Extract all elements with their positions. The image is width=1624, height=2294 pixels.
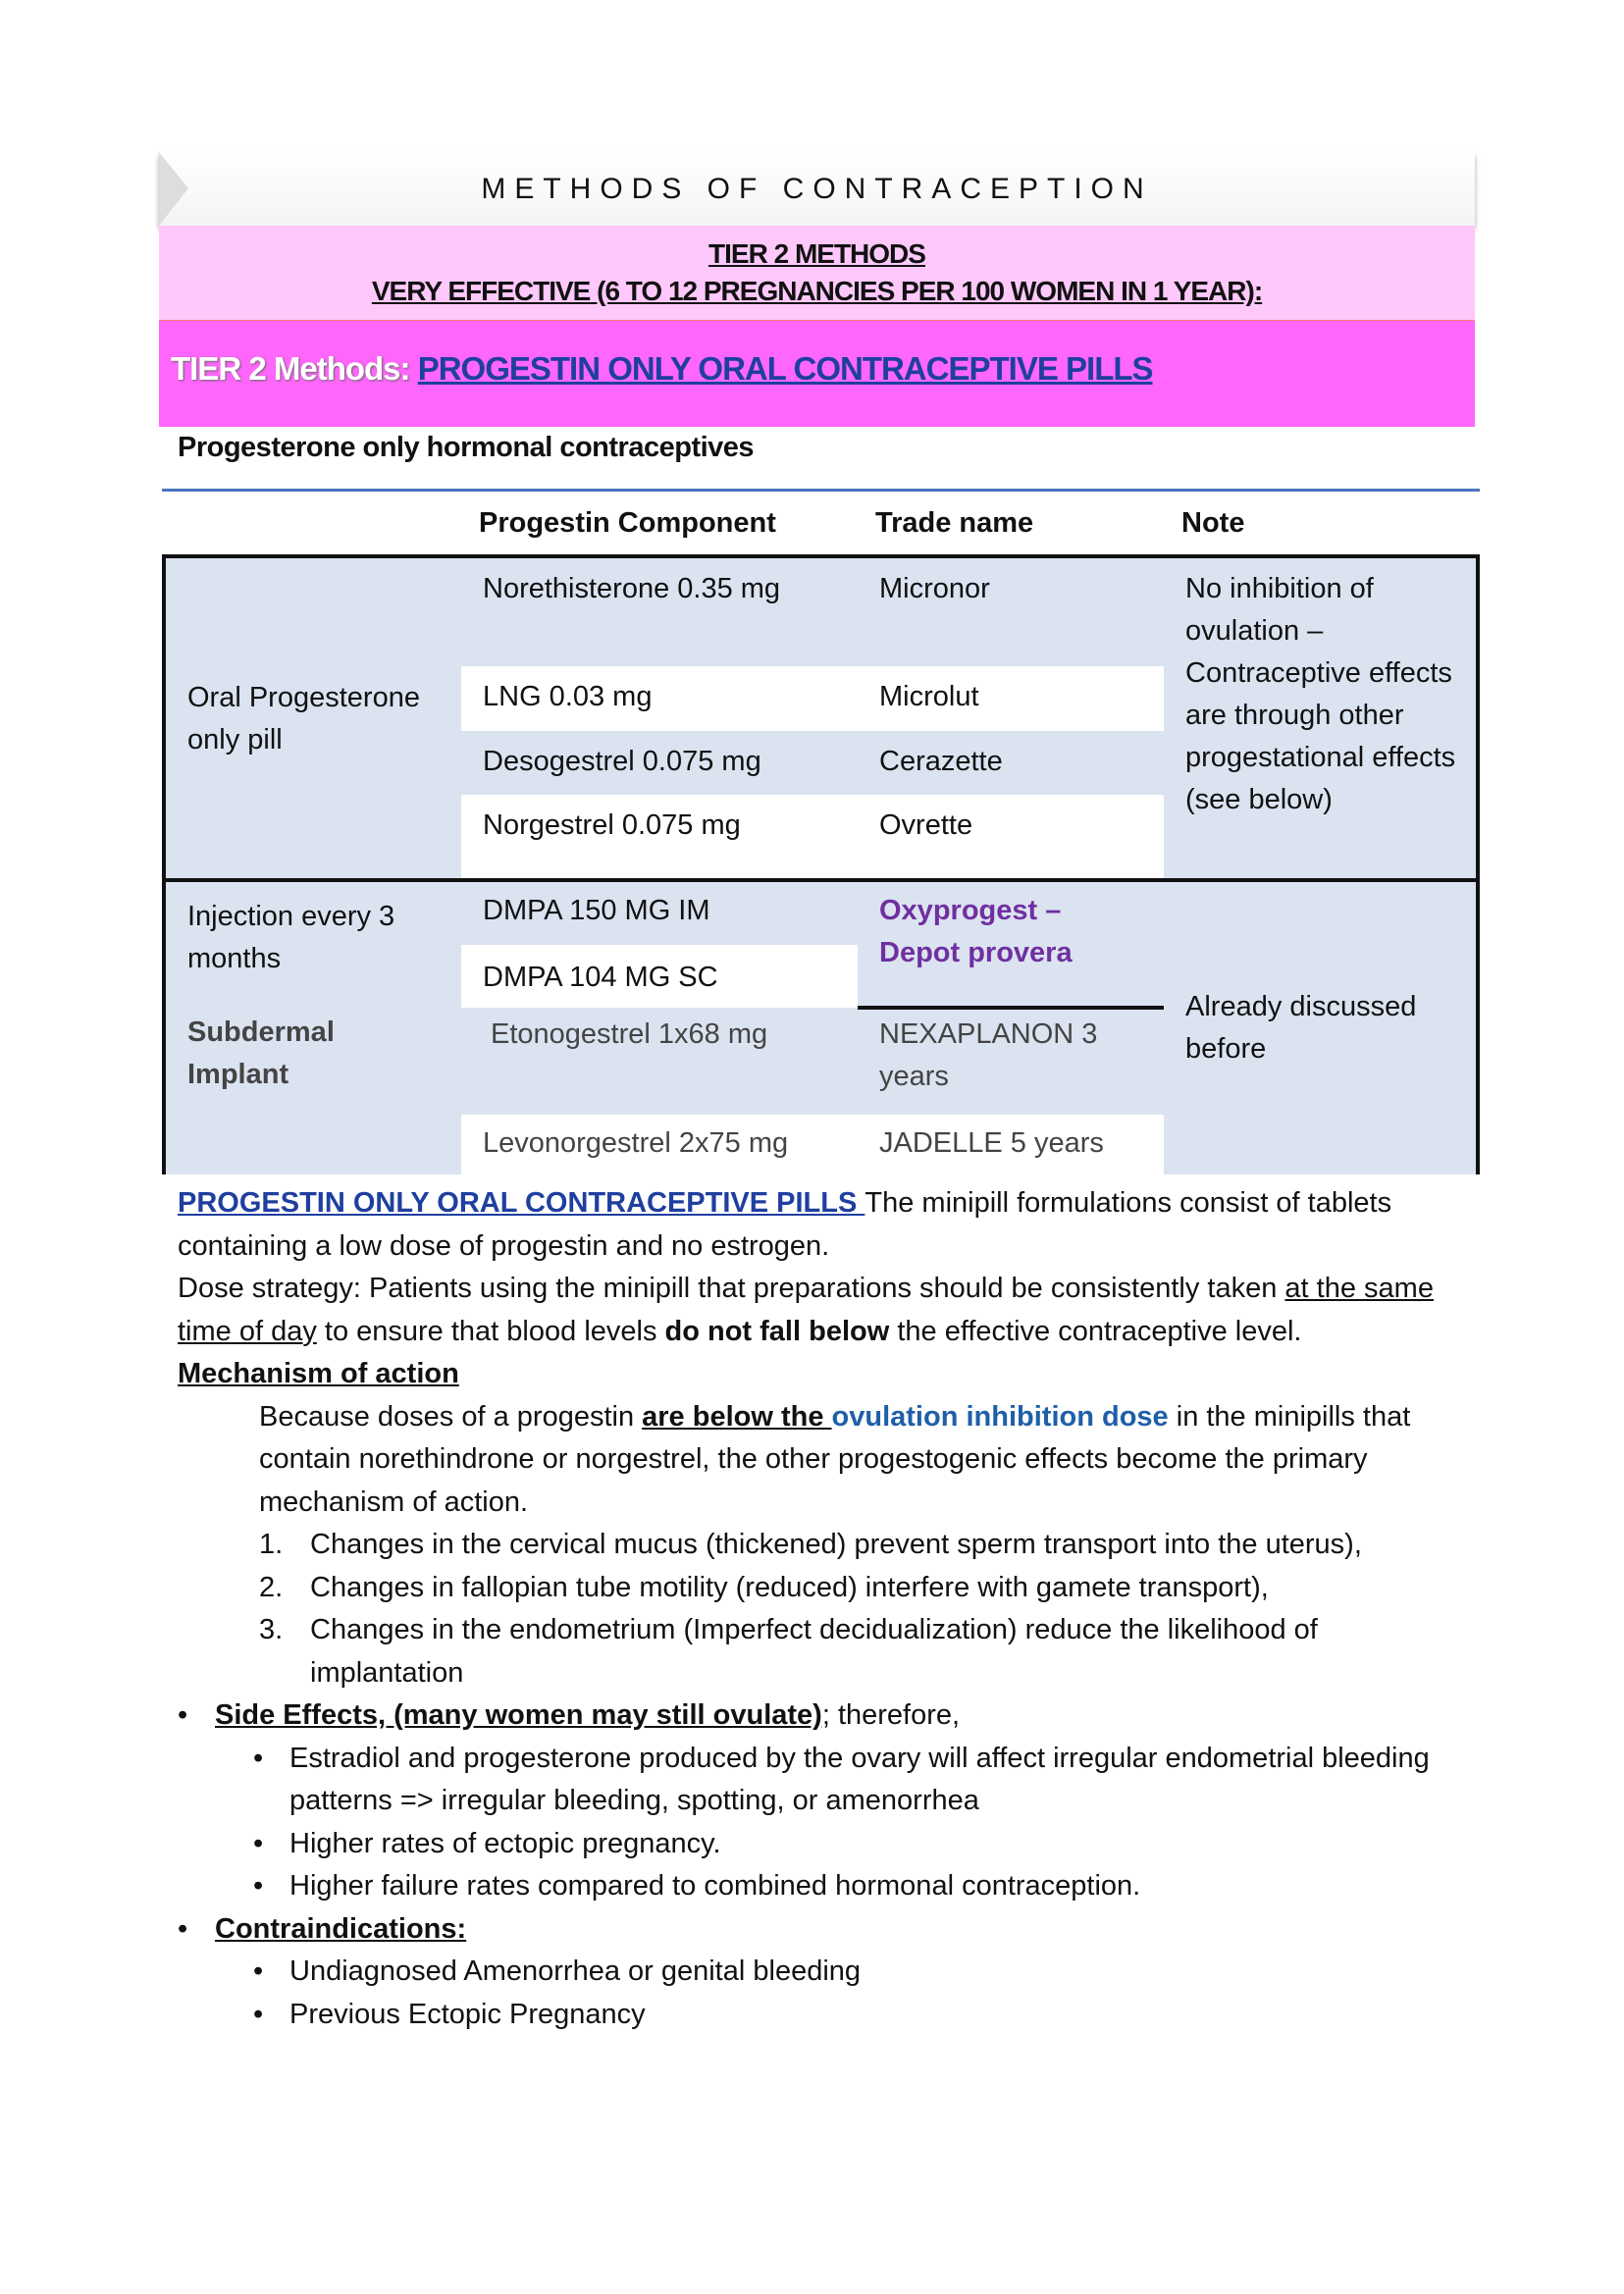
- list-text: Higher rates of ectopic pregnancy.: [289, 1827, 721, 1859]
- section-banner: [159, 321, 1475, 427]
- side-effects-item: • Side Effects, (many women may still ovulate); therefore,: [178, 1699, 961, 1731]
- dose-bold: do not fall below: [664, 1315, 890, 1347]
- list-text: Estradiol and progesterone produced by the ovary will affect irregular endometrial bleeding patterns => irregular bleeding, spotting, or amenorrhea: [289, 1742, 1430, 1816]
- component-cell: Norgestrel 0.075 mg: [461, 795, 858, 880]
- list-item: • Higher failure rates compared to combined hormonal contraception.: [178, 1865, 1453, 1908]
- dose-text: to ensure that blood levels: [316, 1315, 665, 1347]
- dose-underline: at the same time of day: [178, 1273, 1434, 1347]
- moa-text: Because doses of a progestin: [259, 1400, 643, 1433]
- list-text: Higher failure rates compared to combined hormonal contraception.: [289, 1870, 1141, 1902]
- list-item: • Higher rates of ectopic pregnancy.: [178, 1823, 1453, 1866]
- other-note: Already discussed before: [1164, 882, 1476, 1174]
- list-text: Changes in fallopian tube motility (reduced) interfere with gamete transport),: [310, 1571, 1269, 1603]
- list-item: • Undiagnosed Amenorrhea or genital bleeding: [178, 1951, 1453, 1994]
- trade-cell: Microlut: [858, 666, 1164, 731]
- moa-highlight: ovulation inhibition dose: [831, 1400, 1169, 1433]
- injection-trade: Oxyprogest – Depot provera: [858, 882, 1164, 1008]
- component-cell: Norethisterone 0.35 mg: [461, 558, 858, 666]
- contraceptive-table: [162, 554, 1480, 1174]
- component-cell: Etonogestrel 1x68 mg: [461, 1008, 858, 1115]
- moa-heading: Mechanism of action: [178, 1358, 459, 1389]
- dose-paragraph: [178, 1268, 1453, 1353]
- list-text: Changes in the cervical mucus (thickened) prevent sperm transport into the uterus),: [310, 1529, 1362, 1560]
- intro-paragraph: [178, 1182, 1453, 1268]
- oral-label: Oral Progesterone only pill: [166, 558, 461, 880]
- trade-cell: Cerazette: [858, 731, 1164, 795]
- list-item: • Previous Ectopic Pregnancy: [178, 1994, 1453, 2037]
- trade-cell: NEXAPLANON 3 years: [858, 1010, 1164, 1115]
- component-cell: Desogestrel 0.075 mg: [461, 731, 858, 795]
- list-text: Changes in the endometrium (Imperfect decidualization) reduce the likelihood of implantation: [310, 1614, 1318, 1689]
- implant-label: Subdermal Implant: [166, 1008, 461, 1174]
- page-title: METHODS OF CONTRACEPTION: [159, 152, 1475, 226]
- moa-paragraph: [178, 1396, 1453, 1525]
- divider: [162, 489, 1480, 492]
- header-note: Note: [1181, 507, 1245, 539]
- injection-label: Injection every 3 months: [166, 882, 461, 1008]
- trade-cell: Ovrette: [858, 795, 1164, 880]
- contraindications-item: • Contraindications:: [178, 1908, 1453, 1952]
- intro-text: The minipill formulations consist of tablets containing a low dose of progestin and no estrogen.: [178, 1187, 1392, 1262]
- tier-line2: VERY EFFECTIVE (6 TO 12 PREGNANCIES PER 100 WOMEN IN 1 YEAR):: [371, 276, 1263, 306]
- side-effects-heading: Side Effects, (many women may still ovulate): [215, 1699, 822, 1731]
- header-component: Progestin Component: [479, 507, 776, 539]
- banner-link[interactable]: PROGESTIN ONLY ORAL CONTRACEPTIVE PILLS: [417, 350, 1153, 387]
- tier-line1: TIER 2 METHODS: [708, 238, 925, 269]
- oral-note: No inhibition of ovulation – Contraceptive effects are through other progestational effects (see below): [1164, 558, 1476, 880]
- list-item: • Estradiol and progesterone produced by the ovary will affect irregular endometrial bleeding patterns => irregular bleeding, spotting, or amenorrhea: [178, 1738, 1453, 1823]
- moa-underline: are below the: [642, 1400, 832, 1433]
- trade-cell: Micronor: [858, 558, 1164, 666]
- list-item: 1. Changes in the cervical mucus (thickened) prevent sperm transport into the uterus),: [178, 1524, 1453, 1567]
- component-cell: Levonorgestrel 2x75 mg: [461, 1115, 858, 1174]
- contraindications-heading: Contraindications:: [215, 1912, 467, 1945]
- dose-text: Dose strategy: Patients using the minipill that preparations should be consistently taken: [178, 1273, 1285, 1304]
- trade-cell: JADELLE 5 years: [858, 1115, 1164, 1174]
- tier-header: [159, 226, 1475, 321]
- dose-text: the effective contraceptive level.: [889, 1315, 1302, 1347]
- list-item: 3. Changes in the endometrium (Imperfect decidualization) reduce the likelihood of implantation: [178, 1609, 1453, 1694]
- header-trade: Trade name: [875, 507, 1034, 539]
- component-cell: DMPA 150 MG IM: [461, 882, 858, 945]
- component-cell: DMPA 104 MG SC: [461, 945, 858, 1008]
- component-cell: LNG 0.03 mg: [461, 666, 858, 731]
- list-item: 2. Changes in fallopian tube motility (reduced) interfere with gamete transport),: [178, 1567, 1453, 1610]
- moa-text: in the minipills that contain norethindrone or norgestrel, the other progestogenic effects become the primary mechanism of action.: [259, 1400, 1411, 1518]
- side-tail: ; therefore,: [821, 1699, 961, 1731]
- list-text: Undiagnosed Amenorrhea or genital bleeding: [289, 1955, 862, 1987]
- intro-link[interactable]: PROGESTIN ONLY ORAL CONTRACEPTIVE PILLS: [178, 1187, 865, 1219]
- banner-prefix: TIER 2 Methods:: [171, 350, 418, 387]
- list-text: Previous Ectopic Pregnancy: [289, 1998, 646, 2030]
- body-text: [178, 1182, 1453, 2036]
- section-subtitle: Progesterone only hormonal contraceptives: [178, 432, 755, 463]
